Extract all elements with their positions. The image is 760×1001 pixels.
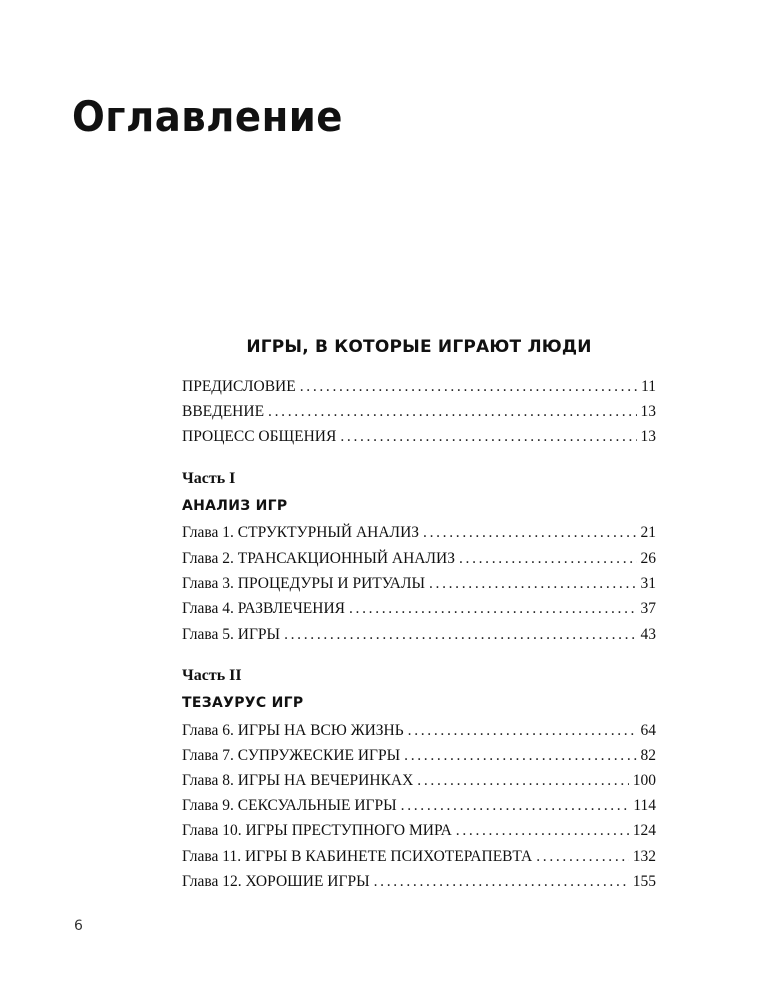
toc-entry-title: Глава 6. ИГРЫ НА ВСЮ ЖИЗНЬ bbox=[182, 722, 404, 739]
toc-entry-chapter-6[interactable] bbox=[182, 722, 656, 744]
toc-entry-title: Глава 7. СУПРУЖЕСКИЕ ИГРЫ bbox=[182, 747, 401, 764]
part-label: Часть I bbox=[182, 470, 236, 487]
toc-entry-page: 26 bbox=[640, 550, 656, 567]
dot-leader bbox=[459, 550, 637, 568]
toc-entry-title: Глава 5. ИГРЫ bbox=[182, 626, 281, 643]
dot-leader bbox=[300, 378, 637, 396]
toc-entry-chapter-8[interactable] bbox=[182, 772, 656, 794]
section-title: АНАЛИЗ ИГР bbox=[182, 498, 288, 514]
toc-entry-page: 132 bbox=[632, 848, 656, 865]
toc-entry-introduction[interactable] bbox=[182, 403, 656, 425]
toc-entry-title: Глава 2. ТРАНСАКЦИОННЫЙ АНАЛИЗ bbox=[182, 550, 455, 567]
toc-entry-chapter-9[interactable] bbox=[182, 797, 656, 819]
book-heading: ИГРЫ, В КОТОРЫЕ ИГРАЮТ ЛЮДИ bbox=[246, 337, 592, 357]
dot-leader bbox=[536, 848, 629, 866]
toc-entry-chapter-10[interactable] bbox=[182, 822, 656, 844]
toc-entry-title: Глава 1. СТРУКТУРНЫЙ АНАЛИЗ bbox=[182, 524, 420, 541]
toc-entry-communication-process[interactable] bbox=[182, 428, 656, 450]
section-title: ТЕЗАУРУС ИГР bbox=[182, 695, 304, 711]
toc-entry-title: Глава 12. ХОРОШИЕ ИГРЫ bbox=[182, 873, 370, 890]
dot-leader bbox=[429, 575, 637, 593]
toc-entry-chapter-11[interactable] bbox=[182, 848, 656, 870]
toc-entry-page: 43 bbox=[640, 626, 656, 643]
dot-leader bbox=[284, 626, 636, 644]
toc-entry-title: ВВЕДЕНИЕ bbox=[182, 403, 265, 420]
toc-entry-chapter-4[interactable] bbox=[182, 600, 656, 622]
toc-entry-page: 11 bbox=[641, 378, 656, 395]
toc-entry-page: 21 bbox=[640, 524, 656, 541]
dot-leader bbox=[417, 772, 628, 790]
toc-entry-page: 64 bbox=[640, 722, 656, 739]
toc-entry-page: 31 bbox=[640, 575, 656, 592]
toc-entry-title: ПРОЦЕСС ОБЩЕНИЯ bbox=[182, 428, 337, 445]
toc-entry-title: Глава 10. ИГРЫ ПРЕСТУПНОГО МИРА bbox=[182, 822, 452, 839]
toc-entry-chapter-3[interactable] bbox=[182, 575, 656, 597]
toc-entry-page: 37 bbox=[640, 600, 656, 617]
page-number: 6 bbox=[74, 918, 83, 934]
dot-leader bbox=[349, 600, 637, 618]
toc-entry-page: 13 bbox=[640, 403, 656, 420]
toc-entry-page: 13 bbox=[640, 428, 656, 445]
dot-leader bbox=[401, 797, 630, 815]
dot-leader bbox=[268, 403, 636, 421]
toc-entry-page: 124 bbox=[632, 822, 656, 839]
toc-entry-title: Глава 8. ИГРЫ НА ВЕЧЕРИНКАХ bbox=[182, 772, 414, 789]
toc-entry-title: Глава 4. РАЗВЛЕЧЕНИЯ bbox=[182, 600, 345, 617]
toc-entry-chapter-5[interactable] bbox=[182, 626, 656, 648]
toc-entry-chapter-1[interactable] bbox=[182, 524, 656, 546]
part-label: Часть II bbox=[182, 667, 242, 684]
toc-entry-title: Глава 3. ПРОЦЕДУРЫ И РИТУАЛЫ bbox=[182, 575, 425, 592]
dot-leader bbox=[423, 524, 636, 542]
dot-leader bbox=[374, 873, 629, 891]
dot-leader bbox=[404, 747, 636, 765]
toc-entry-preface[interactable] bbox=[182, 378, 656, 400]
page-title: Оглавление bbox=[72, 92, 343, 141]
dot-leader bbox=[408, 722, 637, 740]
dot-leader bbox=[456, 822, 629, 840]
toc-entry-page: 82 bbox=[640, 747, 656, 764]
toc-entry-chapter-7[interactable] bbox=[182, 747, 656, 769]
toc-entry-title: Глава 9. СЕКСУАЛЬНЫЕ ИГРЫ bbox=[182, 797, 397, 814]
toc-entry-chapter-12[interactable] bbox=[182, 873, 656, 895]
toc-entry-page: 114 bbox=[633, 797, 656, 814]
dot-leader bbox=[340, 428, 636, 446]
toc-entry-chapter-2[interactable] bbox=[182, 550, 656, 572]
toc-entry-title: ПРЕДИСЛОВИЕ bbox=[182, 378, 296, 395]
toc-entry-page: 155 bbox=[632, 873, 656, 890]
toc-entry-page: 100 bbox=[632, 772, 656, 789]
toc-entry-title: Глава 11. ИГРЫ В КАБИНЕТЕ ПСИХОТЕРАПЕВТА bbox=[182, 848, 533, 865]
